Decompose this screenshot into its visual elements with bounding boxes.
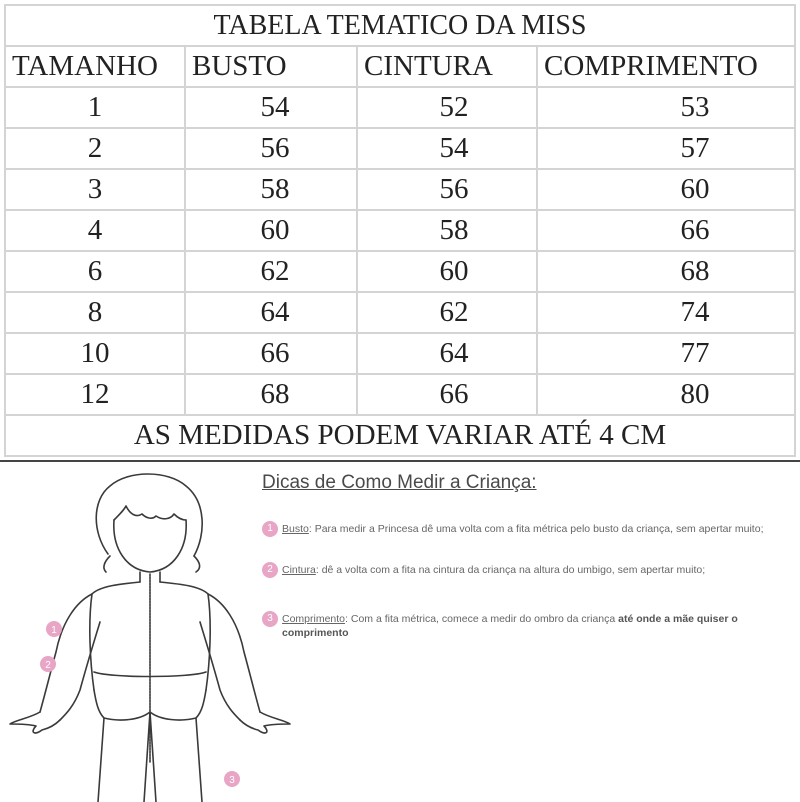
header-comprimento: COMPRIMENTO [537,46,795,87]
cell-tamanho: 8 [5,292,185,333]
cell-busto: 68 [185,374,357,415]
header-tamanho: TAMANHO [5,46,185,87]
cell-tamanho: 6 [5,251,185,292]
cell-cintura: 56 [357,169,537,210]
table-row [5,210,795,251]
marker-2: 2 [45,660,51,671]
tip-text: : dê a volta com a fita na cintura da criança na altura do umbigo, sem apertar muito; [315,564,706,576]
table-row [5,292,795,333]
cell-comprimento: 77 [537,333,795,374]
cell-busto: 66 [185,333,357,374]
tips-panel [262,472,792,640]
table-header-row [5,46,795,87]
cell-cintura: 58 [357,210,537,251]
cell-tamanho: 3 [5,169,185,210]
cell-comprimento: 74 [537,292,795,333]
cell-busto: 56 [185,128,357,169]
cell-cintura: 52 [357,87,537,128]
tip-number-badge: 2 [262,562,278,578]
cell-cintura: 60 [357,251,537,292]
cell-busto: 58 [185,169,357,210]
cell-busto: 54 [185,87,357,128]
tip-text: : Com a fita métrica, comece a medir do ombro da criança [345,613,619,625]
cell-tamanho: 12 [5,374,185,415]
table-row [5,169,795,210]
table-row [5,87,795,128]
cell-tamanho: 1 [5,87,185,128]
table-footer-row [5,415,795,456]
table-footer: AS MEDIDAS PODEM VARIAR ATÉ 4 CM [5,415,795,456]
header-cintura: CINTURA [357,46,537,87]
cell-tamanho: 4 [5,210,185,251]
cell-tamanho: 2 [5,128,185,169]
marker-1: 1 [51,625,57,636]
cell-cintura: 62 [357,292,537,333]
tip-bold-text: até onde a mãe quiser o comprimento [282,613,738,639]
cell-tamanho: 10 [5,333,185,374]
cell-comprimento: 68 [537,251,795,292]
tip-label: Busto [282,523,309,535]
table-row [5,374,795,415]
cell-comprimento: 66 [537,210,795,251]
tip-number-badge: 1 [262,521,278,537]
cell-comprimento: 57 [537,128,795,169]
table-title: TABELA TEMATICO DA MISS [5,5,795,46]
tips-title: Dicas de Como Medir a Criança: [262,472,537,493]
table-body [5,87,795,415]
cell-busto: 60 [185,210,357,251]
cell-comprimento: 60 [537,169,795,210]
cell-cintura: 54 [357,128,537,169]
measuring-guide [0,460,800,802]
header-busto: BUSTO [185,46,357,87]
table-row [5,333,795,374]
tip-comprimento [262,612,792,640]
tip-cintura [262,563,792,578]
cell-cintura: 64 [357,333,537,374]
table-title-row [5,5,795,46]
tip-label: Comprimento [282,613,346,625]
cell-comprimento: 53 [537,87,795,128]
child-figure [0,462,300,802]
tip-number-badge: 3 [262,611,278,627]
cell-comprimento: 80 [537,374,795,415]
tip-text: : Para medir a Princesa dê uma volta com a fita métrica pelo busto da criança, sem apertar muito; [308,523,764,535]
size-table [4,4,796,457]
cell-busto: 64 [185,292,357,333]
tip-label: Cintura [282,564,316,576]
cell-busto: 62 [185,251,357,292]
table-row [5,128,795,169]
tip-busto [262,522,792,537]
marker-3: 3 [229,775,235,786]
cell-cintura: 66 [357,374,537,415]
table-row [5,251,795,292]
